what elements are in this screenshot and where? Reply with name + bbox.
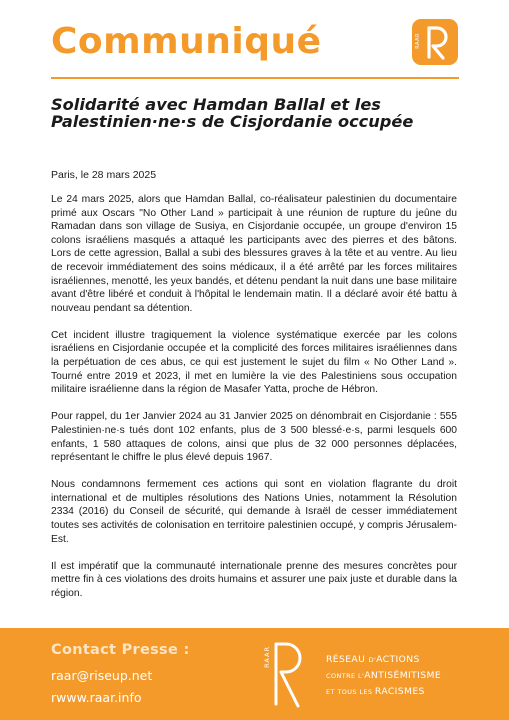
paragraph: Le 24 mars 2025, alors que Hamdan Ballal, co-réalisateur palestinien du documentaire primé aux Oscars "No Other Land » participait à une réunion de rupture du jeûne du Ramadan dans son village de Susiya, en Cisjordanie occupée, un groupe d'environ 15 colons israéliens masqués a attaqué les participants avec des pierres et des bâtons. Lors de cette agression, Ballal a subi des blessures graves à la tête et au ventre. Au lieu de recevoir immédiatement des soins médicaux, il a été arrêté par les forces militaires israéliennes, menotté, les yeux bandés, et détenu pendant la nuit dans une base militaire avant d'être libéré et conduit à l'hôpital le lendemain matin. Il a déclaré avoir été battu à nouveau pendant sa détention. xyxy=(51,194,457,314)
article-heading: Solidarité avec Hamdan Ballal et les Palestinien·ne·s de Cisjordanie occupée xyxy=(51,95,414,131)
paragraph: Nous condamnons fermement ces actions qui sont en violation flagrante du droit international et de multiples résolutions des Nations Unies, notamment la Résolution 2334 (2016) du Conseil de sécurité, qui demande à Israël de cesser immédiatement toutes ses activités de colonisation en territoire palestinien occupé, y compris Jérusalem-Est. xyxy=(51,479,457,545)
org-name-line-1: RÉSEAU D'ACTIONS xyxy=(326,654,420,665)
paragraph: Pour rappel, du 1er Janvier 2024 au 31 Janvier 2025 on dénombrait en Cisjordanie : 555 Palestinien·ne·s tués dont 102 enfants, plus de 3 500 blessé·e·s, parmi lesquels 600 enfants, 1 580 attaques de colons, ainsi que plus de 32 000 personnes déplacées, représentant le chiffre le plus élevé depuis 1967. xyxy=(51,411,457,464)
raar-logo xyxy=(412,19,458,65)
footer xyxy=(0,628,509,720)
footer-logo-text: RAAR xyxy=(263,646,271,668)
page-title: Communiqué xyxy=(51,21,322,62)
organization-name xyxy=(326,652,506,700)
website-link[interactable]: rwww.raar.info xyxy=(51,690,142,705)
org-name-line-2: CONTRE L'ANTISÉMITISME xyxy=(326,670,442,681)
logo-text: RAAR xyxy=(415,33,421,49)
header-divider xyxy=(51,77,459,79)
article-date: Paris, le 28 mars 2025 xyxy=(51,169,157,181)
paragraph: Il est impératif que la communauté internationale prenne des mesures concrètes pour mettre fin à ces violations des droits humains et assurer une paix juste et durable dans la région. xyxy=(51,560,457,599)
contact-title: Contact Presse : xyxy=(51,642,190,658)
contact-email-link[interactable]: raar@riseup.net xyxy=(51,668,153,683)
article-body xyxy=(51,193,457,614)
paragraph: Cet incident illustre tragiquement la violence systématique exercée par les colons israéliens en Cisjordanie occupée et la complicité des forces militaires israéliennes dans la perpétuation de ces abus, ce qui est justement le sujet du film « No Other Land ». Tourné entre 2019 et 2023, il met en lumière la vie des Palestiniens sous occupation militaire israélienne dans la région de Masafer Yatta, proche de Hébron. xyxy=(51,329,457,396)
org-name-line-3: ET TOUS LES RACISMES xyxy=(326,686,425,697)
